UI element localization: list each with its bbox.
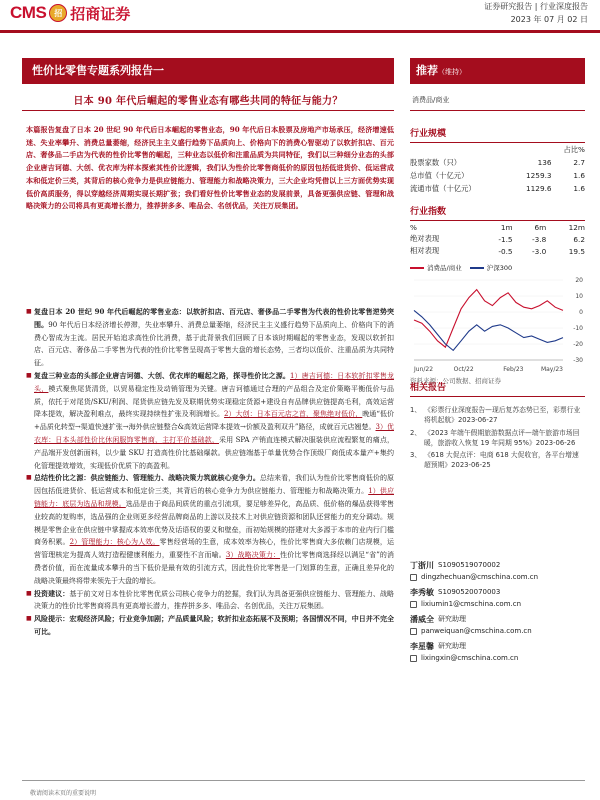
row-label: 总市值（十亿元） <box>410 170 469 180</box>
mail-icon <box>410 601 417 608</box>
bullet-leaders <box>26 370 394 472</box>
industry-scale <box>410 126 585 195</box>
row-pct: 2.7 <box>573 158 585 167</box>
bullet-body: 90 年代后日本经济增长停滞，失业率攀升、消费总量萎缩，经济民主主义盛行趋势下品质向上、价格向下的消费心智成为主流。居民开始追求高性价比消费，基于此背景我们回顾了日本该时期崛起的零售业态，发现以软折扣店、百元店、奢侈品二手零售为代表的性价比零售呈现高于零售大盘的增长态势，三者均以低价、注重品质为共同特征。 <box>34 320 395 368</box>
row-pct: 1.6 <box>573 184 585 193</box>
key-points <box>26 306 394 639</box>
perf-table <box>410 221 585 257</box>
header-meta: 证券研究报告 | 行业深度报告 2023 年 07 月 02 日 <box>484 2 588 24</box>
bullet-body: 晚通“低价+品质化转型→渠道快速扩张→海外供应链整合&高效运营降本提效→价额及盈利双升”路径，成就百元店翘楚。 <box>34 410 394 432</box>
table-row <box>410 169 585 182</box>
bullet-body: 采用 SPA 产销直连模式解决服装供应流程繁复的痛点，产品端开发创新面料，以少量 SKU 打造高性价比基础爆款。供应链端基于单量优势合作顶级厂商低成本量产+集约化管理提效增效，实现低价优质下的高盈利。 <box>34 435 395 470</box>
analyst-card <box>410 641 585 664</box>
analyst-card <box>410 560 585 583</box>
legend-swatch <box>410 267 424 269</box>
cell: 19.5 <box>568 246 585 256</box>
logo-seal-icon: 招 <box>49 4 67 22</box>
bullet-lead: 风险提示： <box>34 614 70 624</box>
series-line-0 <box>414 290 563 348</box>
series-banner: 性价比零售专题系列报告一 <box>22 58 394 84</box>
bullet-body: 模式聚焦尾货清货，以贸易稳定性及动销管理为关键。唐吉诃德通过合理的产品组合及定价策略平衡低价与品质，依托于对尾货/SKU/利润、尾货供应链先发及联期优势实现稳定货源+建设自有品牌供应链提高毛利，高效运营降本提效，解决盈利难点，最终实现持续性扩张及利润增长。 <box>34 384 395 419</box>
scale-unit: 占比% <box>563 144 585 154</box>
x-tick-label: May/23 <box>540 366 563 373</box>
bullet-summary <box>26 472 394 587</box>
bullet-sub-head: 1）供应链能力： <box>34 487 394 508</box>
list-item[interactable] <box>410 428 585 449</box>
bullet-body: 选品是由于商品间质优的重点引流项，要足够差异化，高品质、低价格的爆品获得零售业较高的复购率，选品强的企业则更多经营品牌商品的上游以及技术上对供应链资源和团队还营能力的充分调动。规模是零售企业在供应链中掌握成本效率优势及话语权的要义和壁垒，而初始规模的搭建对大多源于本市的业内行门槛商务积累。 <box>34 499 395 547</box>
report-type: 行业深度报告 <box>540 2 588 11</box>
bullet-lead: 复盘日本 20 世纪 90 年代后崛起的零售业态：以软折扣店、百元店、奢侈品二手零售为代表的性价比零售逆势突围。 <box>34 307 394 329</box>
rating-label: 推荐 <box>416 64 438 77</box>
bullet-sub-head: 3）优衣库：日本头部性价比休闲服饰零售商， <box>34 423 394 444</box>
industry-index <box>410 204 585 385</box>
analyst-email[interactable]: lixingxin@cmschina.com.cn <box>421 653 519 662</box>
y-tick-label: 10 <box>575 293 583 300</box>
table-row <box>410 245 585 257</box>
item-text: 《彩票行业深度报告—现后复苏态势已至，彩票行业将机起航》2023-06-27 <box>424 406 581 425</box>
list-item[interactable] <box>410 405 585 426</box>
table-row <box>410 156 585 169</box>
side-divider <box>410 110 585 111</box>
item-num: 3、 <box>410 451 422 460</box>
title-divider <box>22 110 394 111</box>
row-value: 1259.3 <box>526 171 552 180</box>
bullet-sub-emph: 核心为人效。 <box>116 538 160 547</box>
analyst-card <box>410 614 585 637</box>
chart-legend <box>410 263 585 272</box>
bullet-body: 零售经营场的生意，成本效率为核心，性价比零售商大多依赖门店规模，运营管理核定为提高人效打造程健康利能力，重要性不言而喻。 <box>34 538 395 560</box>
y-tick-label: 0 <box>579 309 583 316</box>
bullet-sub-head: 2）大创：日本百元店之首， <box>224 410 313 419</box>
y-tick-label: -20 <box>573 341 583 348</box>
bullet-lead: 复盘三种业态的头部企业唐吉诃德、大创、优衣库的崛起之路，探寻性价比之源。 <box>34 370 290 380</box>
x-tick-label: Feb/23 <box>503 366 524 373</box>
legend-item <box>470 263 512 272</box>
scale-title: 行业规模 <box>410 129 447 139</box>
analyst-email[interactable]: panweiquan@cmschina.com.cn <box>421 626 532 635</box>
bullet-body: 总结来看，我们认为性价比零售商低价的原因包括低进货价、低运营成本和低定价三类，其背后的核心竞争力为供应链能力、管理能力和战略决策力。 <box>34 474 395 496</box>
y-tick-label: -10 <box>573 325 583 332</box>
company-logo <box>10 0 130 26</box>
analyst-name: 李秀敏 <box>410 588 434 597</box>
bullet-investment <box>26 588 394 614</box>
bullet-body: 基于前文对日本性价比零售优质公司核心竞争力的挖掘，我们认为具备更强供应链能力、管理能力、战略决策力的性价比零售商将具有更高增长潜力，推荐拼多多、唯品会、名创优品，关注万辰集团。 <box>34 589 395 611</box>
report-date: 2023 年 07 月 02 日 <box>510 15 588 24</box>
item-num: 2、 <box>410 428 422 437</box>
cell: 6.2 <box>573 234 585 244</box>
related-list <box>410 405 585 471</box>
cell: -3.0 <box>531 246 547 256</box>
related-title: 相关报告 <box>410 383 447 393</box>
bullet-lead: 投资建议： <box>34 588 70 598</box>
analyst-email[interactable]: lixiumin1@cmschina.com.cn <box>421 599 522 608</box>
bullet-sub-emph: 聚焦绝对低价， <box>312 410 363 419</box>
cell: -3.8 <box>531 234 547 244</box>
bullet-sub-emph: 主打平价基础款， <box>162 435 219 444</box>
bullet-sub-emph: 底层为选品和规模。 <box>62 499 126 508</box>
related-reports <box>410 380 585 473</box>
row-label: 绝对表现 <box>410 234 440 243</box>
list-item[interactable] <box>410 450 585 471</box>
index-chart <box>410 274 585 374</box>
cell: -0.5 <box>498 246 513 256</box>
x-tick-label: Jun/22 <box>414 366 434 373</box>
summary-paragraph: 本篇报告复盘了日本 20 世纪 90 年代后日本崛起的零售业态，90 年代后日本股票及房地产市场承压，经济增速低迷、失业率攀升、消费总量萎缩，经济民主主义盛行趋势下品质向上、价格向下的消费心智驱动了以软折扣店、百元店、奢侈品二手店为代表的性价比零售的崛起，三种业态以低价和注重品质为共同特征，我们以三种细分业态的头部企业唐吉诃德、大创、优衣库为样本探索其性价比逻辑，我们认为性价比零售商低价的原因包括低进货价、低运营成本和低定价三类，其背后的核心竞争力是供应链能力、管理能力和战略决策力，三大企业均凭借以上三方面优势实现低价高质服务，得以穿越经济周期实现长期扩张；我们看好性价比零售业态的发展前景，具备更强供应链、管理和战略决策力的公司将具有更高增长潜力，推荐拼多多、唯品会、名创优品，关注万辰集团。 <box>26 125 394 211</box>
item-num: 1、 <box>410 406 422 414</box>
analyst-name: 李星馨 <box>410 642 434 651</box>
doc-type: 证券研究报告 <box>484 2 533 11</box>
related-rule <box>410 396 585 397</box>
analyst-cert: S1090519070002 <box>438 561 501 569</box>
bullet-sub-head: 3）战略决策力： <box>225 551 281 560</box>
y-tick-label: 20 <box>575 277 583 284</box>
item-text: 《2023 年端午假期旅游数据点评—端午旅游市场回暖，旅游收入恢复 19 年同期 95%》2023-06-26 <box>424 428 580 447</box>
y-tick-label: -30 <box>573 357 583 364</box>
analyst-cert: S1090520070003 <box>438 588 501 596</box>
bullet-lead: 总结性价比之源：供应链能力、管理能力、战略决策力筑就核心竞争力。 <box>34 473 260 483</box>
row-label: 相对表现 <box>410 246 440 255</box>
analyst-cert: 研究助理 <box>438 615 466 623</box>
bullet-sub-head: 1）唐吉诃德：日本软折扣零售龙头， <box>34 371 394 393</box>
bullet-body: 宏观经济风险；行业竞争加剧；产品质量风险；软折扣业态拓展不及预期；各国情况不同，中日并不完全可比。 <box>34 614 395 636</box>
page-header <box>0 0 600 30</box>
rating-sub: （维持） <box>438 68 466 76</box>
cell: -1.5 <box>498 234 513 244</box>
analyst-card <box>410 587 585 610</box>
analyst-name: 潘威全 <box>410 615 434 624</box>
analyst-list <box>410 560 585 668</box>
mail-icon <box>410 655 417 662</box>
x-tick-label: Oct/22 <box>453 366 474 373</box>
analyst-email[interactable]: dingzhechuan@cmschina.com.cn <box>421 572 539 581</box>
header-rule <box>0 30 600 33</box>
row-value: 1129.6 <box>526 184 552 193</box>
index-title: 行业指数 <box>410 207 447 217</box>
bullet-review <box>26 306 394 370</box>
scale-table <box>410 143 585 195</box>
industry-label: 消费品/商业 <box>412 96 450 104</box>
logo-text: CMS <box>10 3 47 22</box>
mail-icon <box>410 628 417 635</box>
series-line-1 <box>414 310 563 350</box>
col-header: 12m <box>568 222 585 232</box>
bullet-risk <box>26 613 394 639</box>
bullet-body: 性价比零售商选择经以满足“省”的消费者价值，而在流量成本攀升的当下低价是最有效的引流方式，因此性价比零售是一门划算的生意，正确且差异化的战略决策最终将带来领先于大盘的增长。 <box>34 551 394 585</box>
col-header: 1m <box>500 222 513 232</box>
row-label: 股票家数（只） <box>410 157 462 167</box>
table-row <box>410 233 585 245</box>
report-title: 日本 90 年代后崛起的零售业态有哪些共同的特征与能力？ <box>73 96 343 107</box>
mail-icon <box>410 574 417 581</box>
row-value: 136 <box>537 158 552 167</box>
item-text: 《618 大促点评：电商 618 大促收官，各平台增速超预期》2023-06-25 <box>424 451 579 470</box>
footer-note: 敬请阅读末页的重要说明 <box>30 790 97 797</box>
row-label: 流通市值（十亿元） <box>410 183 476 193</box>
analyst-name: 丁浙川 <box>410 561 434 570</box>
bullet-sub-head: 2）管理能力： <box>69 538 117 547</box>
legend-swatch <box>470 267 484 269</box>
chart-source: 资料来源：公司数据、招商证券 <box>410 377 501 385</box>
legend-label: 沪深300 <box>486 264 513 272</box>
logo-cn-text: 招商证券 <box>70 4 131 23</box>
legend-item <box>410 263 462 272</box>
footer-rule <box>22 780 585 781</box>
analyst-cert: 研究助理 <box>438 642 466 650</box>
table-row <box>410 182 585 195</box>
col-header: 6m <box>534 222 547 232</box>
col-header: % <box>410 222 417 232</box>
rating-banner <box>410 58 585 84</box>
row-pct: 1.6 <box>573 171 585 180</box>
legend-label: 消费品/商业 <box>427 264 462 272</box>
